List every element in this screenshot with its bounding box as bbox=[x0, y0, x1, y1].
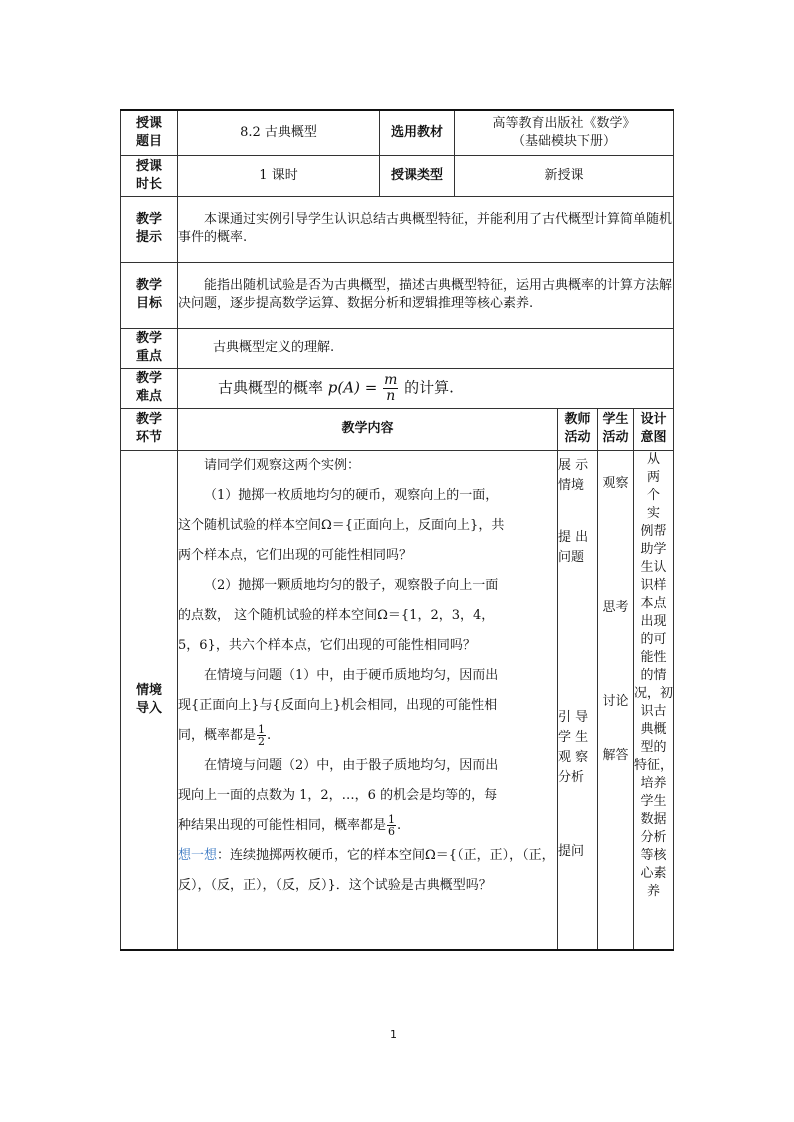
intro-p5: （2）抛掷一颗质地均匀的骰子，观察骰子向上一面 bbox=[204, 577, 499, 593]
teacher-activity-6: 学 生 bbox=[558, 729, 589, 745]
textbook-line2: （基础模块下册） bbox=[512, 133, 617, 149]
goals-text: 能指出随机试验是否为古典概型，描述古典概型特征，运用古典概率的计算方法解决问题，逐步提高数学运算、数据分析和逻辑推理等核心素养. bbox=[178, 262, 674, 328]
design-c31: 征， bbox=[647, 757, 674, 773]
design-intent-cell bbox=[634, 450, 674, 950]
difficulty-fraction bbox=[383, 373, 398, 404]
design-c34: 学 bbox=[640, 793, 654, 809]
design-c29: 的 bbox=[653, 739, 667, 755]
design-c35: 生 bbox=[653, 793, 667, 809]
student-activity-3: 讨论 bbox=[602, 693, 629, 709]
design-c15: 现 bbox=[653, 613, 667, 629]
difficulty-text bbox=[178, 368, 674, 408]
design-c24: 识 bbox=[640, 703, 654, 719]
student-activity-4: 解答 bbox=[602, 747, 629, 763]
design-c27: 概 bbox=[653, 721, 667, 737]
type-value: 新授课 bbox=[455, 155, 674, 196]
intro-stage-label: 情境 导入 bbox=[121, 450, 178, 950]
design-c26: 典 bbox=[640, 721, 654, 737]
design-c16: 的 bbox=[640, 631, 654, 647]
fraction-one-sixth-num: 1 bbox=[388, 812, 396, 826]
intro-p10-suffix: . bbox=[267, 727, 272, 743]
teacher-activity-8: 分析 bbox=[558, 769, 585, 785]
design-c38: 分 bbox=[640, 829, 654, 845]
design-c7: 学 bbox=[653, 541, 667, 557]
intro-p4: 两个样本点，它们出现的可能性相同吗？ bbox=[178, 547, 413, 563]
design-c1: 两 bbox=[647, 469, 661, 485]
intro-p2: （1）抛掷一枚质地均匀的硬币，观察向上的一面， bbox=[204, 487, 499, 503]
col-teacher-header: 教师 活动 bbox=[558, 408, 598, 450]
design-c13: 点 bbox=[653, 595, 667, 611]
teacher-activity-3: 提 出 bbox=[558, 529, 589, 545]
teacher-activity-2: 情境 bbox=[558, 477, 585, 493]
design-c25: 古 bbox=[653, 703, 667, 719]
design-c3: 实 bbox=[647, 505, 661, 521]
design-c12: 本 bbox=[640, 595, 654, 611]
textbook-label: 选用教材 bbox=[380, 110, 455, 155]
design-c17: 可 bbox=[653, 631, 667, 647]
design-c6: 助 bbox=[640, 541, 654, 557]
intro-p7: 5，6}，共六个样本点，它们出现的可能性相同吗？ bbox=[178, 637, 476, 653]
difficulty-prefix: 古典概型的概率 bbox=[218, 378, 324, 396]
col-stage-header: 教学 环节 bbox=[121, 408, 178, 450]
intro-p1: 请同学们观察这两个实例： bbox=[204, 457, 361, 473]
design-c11: 样 bbox=[653, 577, 667, 593]
design-c42: 心 bbox=[640, 865, 654, 881]
topic-label: 授课 题目 bbox=[121, 110, 178, 155]
difficulty-numerator: m bbox=[384, 371, 398, 388]
design-c44: 养 bbox=[647, 883, 661, 899]
intro-p13-suffix: . bbox=[397, 817, 402, 833]
difficulty-suffix: 的计算. bbox=[404, 378, 454, 396]
design-c30: 特 bbox=[634, 757, 648, 773]
think-paragraph bbox=[178, 841, 557, 901]
design-c9: 认 bbox=[653, 559, 667, 575]
student-activity-1: 观察 bbox=[602, 475, 629, 491]
design-c23: 初 bbox=[660, 685, 674, 701]
design-c36: 数 bbox=[640, 811, 654, 827]
design-c40: 等 bbox=[640, 847, 654, 863]
teacher-activity-cell bbox=[558, 450, 598, 950]
goals-label: 教学 目标 bbox=[121, 262, 178, 328]
textbook-line1: 高等教育出版社《数学》 bbox=[492, 115, 636, 131]
teacher-activity-9: 提问 bbox=[558, 843, 585, 859]
fraction-one-half-num: 1 bbox=[258, 722, 266, 736]
intro-content bbox=[178, 450, 558, 950]
design-c14: 出 bbox=[640, 613, 654, 629]
intro-p13-prefix: 种结果出现的可能性相同，概率都是 bbox=[178, 817, 387, 833]
tips-text: 本课通过实例引导学生认识总结古典概型特征，并能利用了古代概型计算简单随机事件的概率. bbox=[178, 196, 674, 262]
teacher-activity-4: 问题 bbox=[558, 549, 585, 565]
difficulty-formula-lhs: p(A) = bbox=[327, 378, 378, 396]
student-activity-cell bbox=[598, 450, 634, 950]
type-label: 授课类型 bbox=[380, 155, 455, 196]
intro-p11: 在情境与问题（2）中，由于骰子质地均匀，因而出 bbox=[204, 757, 499, 773]
teacher-activity-7: 观 察 bbox=[558, 749, 589, 765]
design-c37: 据 bbox=[653, 811, 667, 827]
design-c0: 从 bbox=[647, 451, 661, 467]
design-c20: 的 bbox=[640, 667, 654, 683]
col-student-header: 学生 活动 bbox=[598, 408, 634, 450]
key-label: 教学 重点 bbox=[121, 328, 178, 368]
duration-label: 授课 时长 bbox=[121, 155, 178, 196]
think-text: ：连续抛掷两枚硬币，它的样本空间Ω＝{（正，正），（正，反），（反，正），（反，反）}．这个试验是古典概型吗？ bbox=[178, 847, 555, 893]
fraction-one-sixth-den: 6 bbox=[388, 824, 396, 838]
intro-p9: 现{正面向上}与{反面向上}机会相同，出现的可能性相 bbox=[178, 697, 498, 713]
intro-p3: 这个随机试验的样本空间Ω＝{正面向上，反面向上}，共 bbox=[178, 517, 505, 533]
design-c33: 养 bbox=[653, 775, 667, 791]
design-c28: 型 bbox=[640, 739, 654, 755]
think-label: 想一想 bbox=[178, 847, 218, 863]
design-c5: 帮 bbox=[653, 523, 667, 539]
student-activity-2: 思考 bbox=[602, 599, 629, 615]
intro-p10 bbox=[178, 721, 557, 751]
teacher-activity-5: 引 导 bbox=[558, 709, 589, 725]
col-design-header: 设计 意图 bbox=[634, 408, 674, 450]
fraction-one-sixth bbox=[387, 814, 396, 837]
intro-p6: 的点数， 这个随机试验的样本空间Ω＝{1，2，3，4， bbox=[178, 607, 495, 623]
col-content-header: 教学内容 bbox=[178, 408, 558, 450]
design-c41: 核 bbox=[653, 847, 667, 863]
textbook-value bbox=[455, 110, 674, 155]
key-text: 古典概型定义的理解. bbox=[178, 328, 674, 368]
tips-label: 教学 提示 bbox=[121, 196, 178, 262]
fraction-one-half bbox=[257, 724, 266, 747]
intro-p8: 在情境与问题（1）中，由于硬币质地均匀，因而出 bbox=[204, 667, 499, 683]
lesson-plan-table bbox=[120, 109, 674, 951]
design-c32: 培 bbox=[640, 775, 654, 791]
design-c43: 素 bbox=[653, 865, 667, 881]
fraction-one-half-den: 2 bbox=[258, 734, 266, 748]
difficulty-denominator: n bbox=[386, 387, 396, 404]
difficulty-label: 教学 难点 bbox=[121, 368, 178, 408]
design-c8: 生 bbox=[640, 559, 654, 575]
page-number: 1 bbox=[390, 1028, 397, 1041]
intro-p13 bbox=[178, 811, 557, 841]
topic-value: 8.2 古典概型 bbox=[178, 110, 380, 155]
design-c19: 性 bbox=[653, 649, 667, 665]
design-c39: 析 bbox=[653, 829, 667, 845]
intro-p12: 现向上一面的点数为 1，2，…，6 的机会是均等的，每 bbox=[178, 787, 498, 803]
design-c21: 情 bbox=[653, 667, 667, 683]
teacher-activity-1: 展 示 bbox=[558, 457, 589, 473]
design-c2: 个 bbox=[647, 487, 661, 503]
design-c18: 能 bbox=[640, 649, 654, 665]
duration-value: 1 课时 bbox=[178, 155, 380, 196]
design-c10: 识 bbox=[640, 577, 654, 593]
intro-p10-prefix: 同，概率都是 bbox=[178, 727, 257, 743]
design-c22: 况， bbox=[634, 685, 661, 701]
design-c4: 例 bbox=[640, 523, 654, 539]
